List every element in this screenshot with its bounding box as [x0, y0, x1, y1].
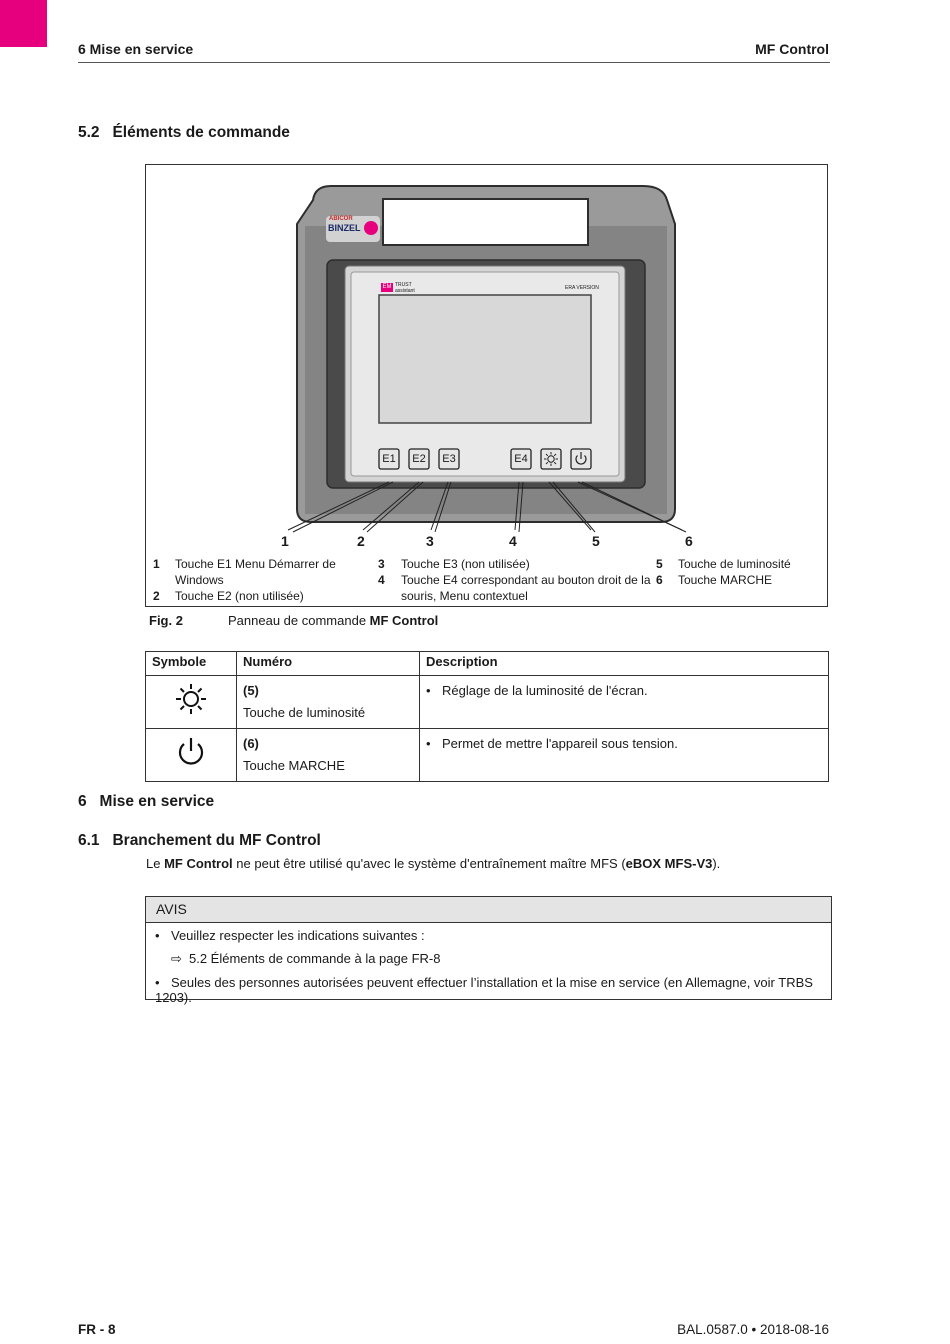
col-header-number: Numéro — [237, 652, 420, 676]
brand-logo: ABICOR BINZEL — [326, 216, 380, 242]
header-product: MF Control — [755, 41, 829, 57]
col-header-symbol: Symbole — [146, 652, 237, 676]
screen-badge: EM — [382, 284, 392, 290]
callout-2: 2 — [357, 533, 365, 549]
notice-box — [145, 896, 832, 1005]
callout-5: 5 — [592, 533, 600, 549]
section-6-1-paragraph: Le MF Control ne peut être utilisé qu'avec le système d'entraînement maître MFS (eBOX MFS-V3). — [146, 856, 721, 871]
col-header-description: Description — [420, 652, 829, 676]
footer-page-number: FR - 8 — [78, 1322, 116, 1337]
callout-4: 4 — [509, 533, 517, 549]
table-header-row — [146, 652, 829, 676]
notice-link[interactable]: ⇨ 5.2 Éléments de commande à la page FR-8 — [171, 951, 441, 966]
power-icon — [174, 735, 208, 769]
row-number: (6) — [243, 736, 259, 751]
row-name: Touche de luminosité — [243, 705, 366, 720]
key-e1: E1 — [382, 453, 396, 465]
figure-label: Fig. 2 — [149, 613, 183, 628]
key-e2: E2 — [412, 453, 426, 465]
row-description: Permet de mettre l'appareil sous tension. — [442, 736, 678, 751]
section-title-6: 6 Mise en service — [78, 793, 215, 810]
section-title-5-2: 5.2 Éléments de commande — [78, 124, 290, 141]
row-description: Réglage de la luminosité de l'écran. — [442, 683, 648, 698]
key-e3: E3 — [442, 453, 456, 465]
key-e4: E4 — [514, 453, 528, 465]
screen-tag: TRUST assistant — [395, 282, 415, 294]
callout-3: 3 — [426, 533, 434, 549]
chapter-tab — [0, 0, 47, 47]
screen-top-right-label: ERA VERSION — [565, 285, 599, 291]
table-row: (5) Touche de luminosité • Réglage de la luminosité de l'écran. — [146, 676, 829, 729]
brand-mark-icon — [364, 221, 378, 235]
notice-bullet-1: • Veuillez respecter les indications suivantes : — [155, 928, 425, 943]
footer-doc-ref: BAL.0587.0 • 2018-08-16 — [677, 1322, 829, 1337]
symbol-table — [145, 651, 829, 782]
header-section: 6 Mise en service — [78, 41, 194, 57]
figure-caption: Panneau de commande MF Control — [228, 613, 439, 628]
notice-title: AVIS — [146, 897, 831, 923]
device-illustration — [145, 164, 828, 554]
callout-1: 1 — [281, 533, 289, 549]
row-name: Touche MARCHE — [243, 758, 345, 773]
notice-bullet-2: • Seules des personnes autorisées peuvent effectuer l’installation et la mise en service (en Allemagne, voir TRBS 1203). — [155, 975, 813, 1005]
callout-6: 6 — [685, 533, 693, 549]
section-title-6-1: 6.1 Branchement du MF Control — [78, 832, 321, 849]
table-row: (6) Touche MARCHE • Permet de mettre l'appareil sous tension. — [146, 729, 829, 782]
row-number: (5) — [243, 683, 259, 698]
brightness-icon — [174, 682, 208, 716]
arrow-right-icon: ⇨ — [171, 951, 182, 966]
header-rule — [78, 62, 830, 63]
